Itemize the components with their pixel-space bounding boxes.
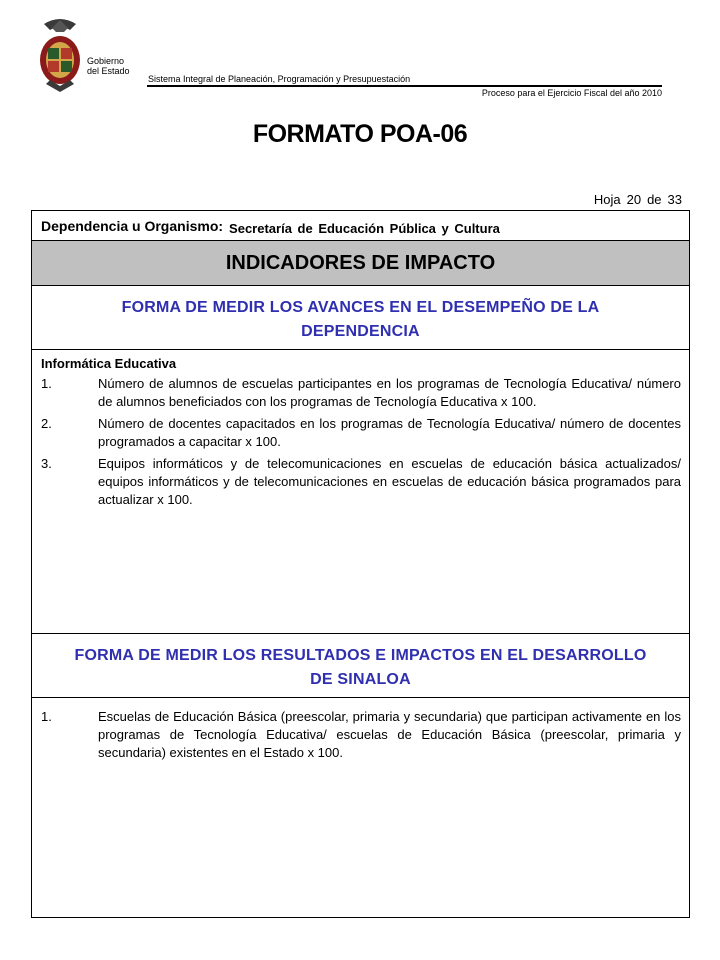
- dependencia-label: Dependencia u Organismo:: [41, 218, 224, 234]
- list-item: 3. Equipos informáticos y de telecomunicaciones en escuelas de educación básica actualizados/ equipos informáticos y de telecomunicaciones en escuelas de educación básica programados para actualizar x 100.: [41, 456, 681, 507]
- dependencia-value: Secretaría de Educación Pública y Cultura: [229, 221, 500, 236]
- list-item: 2. Número de docentes capacitados en los programas de Tecnología Educativa/ número de docentes programados a capacitar x 100.: [41, 416, 681, 449]
- fiscal-process-label: Proceso para el Ejercicio Fiscal del año 2010: [481, 88, 662, 98]
- section1-subtitle: Informática Educativa: [41, 356, 177, 371]
- state-coat-of-arms-icon: [36, 16, 84, 96]
- list-item: 1. Escuelas de Educación Básica (preescolar, primaria y secundaria) que participan activamente en los programas de Tecnología Educativa/ escuelas de Educación Básica (preescolar, primaria y secundaria) existentes en el Estado x 100.: [41, 709, 681, 760]
- section2-heading: FORMA DE MEDIR LOS RESULTADOS E IMPACTOS EN EL DESARROLLO DE SINALOA: [32, 634, 689, 698]
- page-title: FORMATO POA-06: [252, 120, 468, 148]
- section2-body: [32, 698, 689, 762]
- section1-body: [32, 350, 689, 634]
- list-item: 1. Número de alumnos de escuelas participantes en los programas de Tecnología Educativa/ número de alumnos beneficiados con los programas de Tecnología Educativa x 100.: [41, 376, 681, 409]
- page-header: [0, 0, 720, 110]
- header-divider: [147, 85, 662, 87]
- gobierno-label: Gobierno del Estado: [87, 56, 130, 76]
- page-counter: Hoja 20 de 33: [593, 192, 682, 207]
- system-name: Sistema Integral de Planeación, Programación y Presupuestación: [148, 74, 411, 84]
- indicadores-title: INDICADORES DE IMPACTO: [32, 241, 689, 286]
- section1-heading: FORMA DE MEDIR LOS AVANCES EN EL DESEMPEÑO DE LA DEPENDENCIA: [32, 286, 689, 350]
- form-box: [31, 210, 690, 918]
- dependencia-row: [32, 211, 689, 241]
